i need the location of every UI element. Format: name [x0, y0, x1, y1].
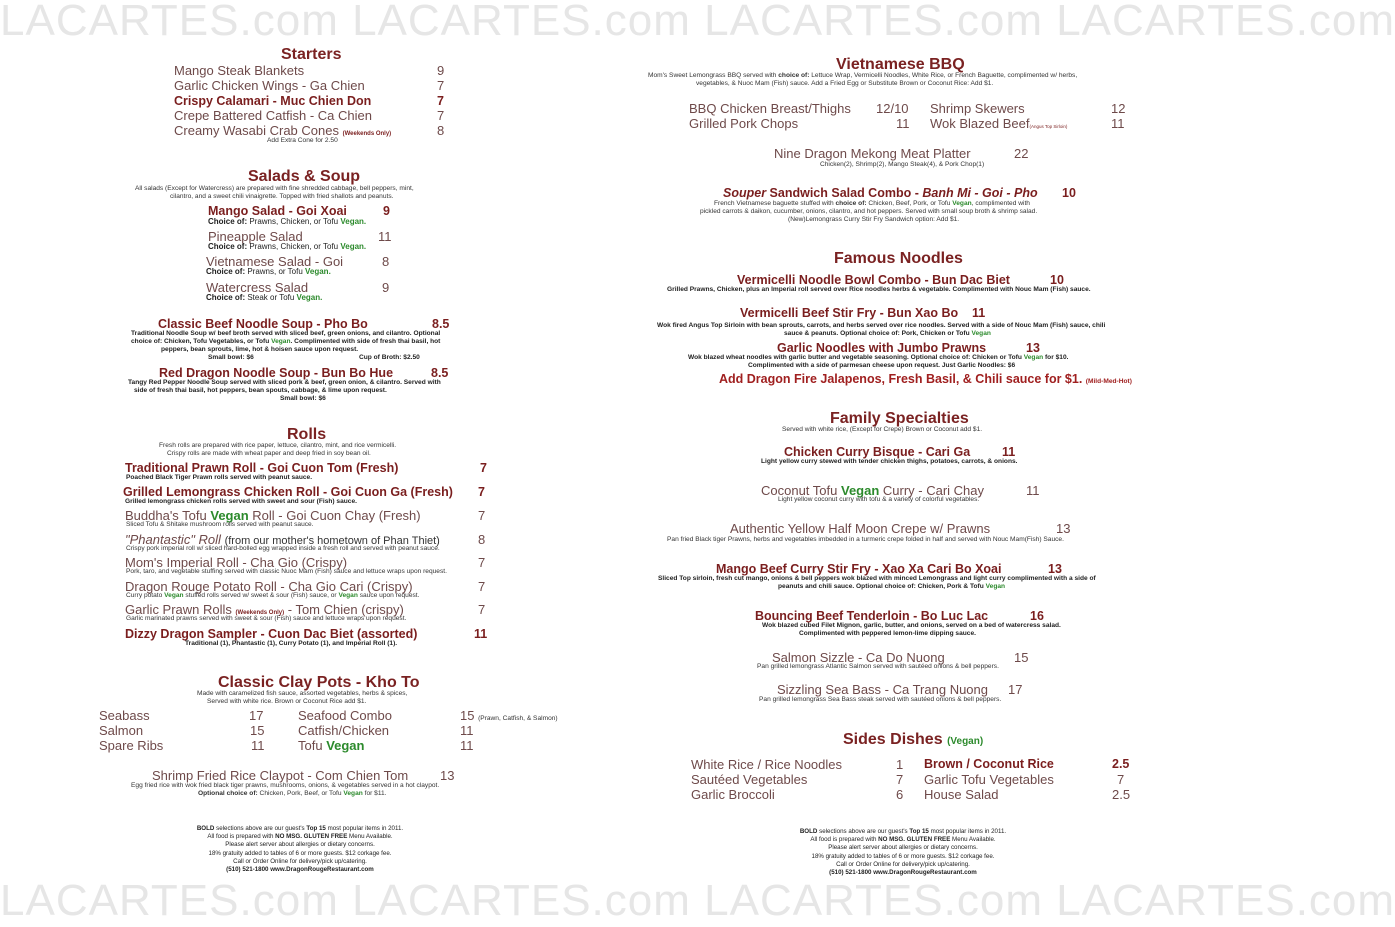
vegan-label: Vegan	[985, 583, 1006, 590]
starter-name: Creamy Wasabi Crab Cones	[174, 123, 339, 138]
salad-price: 9	[383, 204, 390, 218]
family-price: 13	[1048, 562, 1062, 576]
extra-cone-note: Add Extra Cone for 2.50	[267, 137, 338, 144]
claypots-intro: Made with caramelized fish sauce, assorted vegetables, herbs & spices,	[197, 690, 408, 697]
claypot-item: Catfish/Chicken	[298, 723, 390, 738]
sides-title	[843, 731, 983, 749]
roll-name: "Phantastic" Roll	[125, 532, 221, 547]
roll-desc-text: stuffed rolls served w/ sweet & sour (Fish) sauce, or	[183, 592, 339, 599]
salad-option	[208, 242, 366, 251]
footer-text: most popular items in 2011.	[325, 825, 404, 832]
family-name: Curry - Cari Chay	[879, 483, 985, 498]
shrimp-claypot-title: Shrimp Fried Rice Claypot - Com Chien Tom	[152, 768, 409, 783]
banhmi-desc-text: , complimented with	[971, 200, 1030, 207]
footer-line: 18% gratuity added to tables of 6 or more guests. $12 corkage fee.	[208, 849, 392, 857]
platter-price: 22	[1014, 146, 1029, 161]
noodle-desc-text: Wok blazed wheat noodles with garlic butter and vegetable seasoning. Optional choice of: Chicken or Tofu	[688, 354, 1024, 361]
family-item: Sizzling Sea Bass - Ca Trang Nuong	[777, 682, 988, 697]
vegan-label: Vegan	[971, 330, 991, 337]
option-text: Prawns, or Tofu	[245, 267, 305, 276]
footer-text: most popular items in 2011.	[928, 828, 1007, 835]
weekends-note: (Weekends Only)	[235, 610, 285, 616]
footer-text: Menu Available.	[950, 836, 996, 844]
banhmi-price: 10	[1062, 186, 1076, 200]
family-item: Chicken Curry Bisque - Cari Ga	[784, 445, 971, 459]
shrimp-claypot-price: 13	[440, 768, 455, 783]
option-label: Choice of:	[206, 293, 246, 302]
roll-name: Garlic Prawn Rolls	[125, 602, 232, 617]
bbq-intro-text: Mom's Sweet Lemongrass BBQ served with	[648, 72, 779, 79]
family-item: Bouncing Beef Tenderloin - Bo Luc Lac	[755, 609, 989, 623]
banhmi-desc: (New)Lemongrass Curry Stir Fry Sandwich option: Add $1.	[788, 216, 960, 223]
platter-desc: Chicken(2), Shrimp(2), Mango Steak(4), & Pork Chop(1)	[820, 161, 985, 168]
footer-line: Please alert server about allergies or dietary concerns.	[225, 841, 375, 849]
claypot-item: Salmon	[99, 723, 144, 738]
claypot-price: 11	[251, 738, 265, 753]
claypot-item: Spare Ribs	[99, 738, 164, 753]
footer-line: 18% gratuity added to tables of 6 or more guests. $12 corkage fee.	[811, 852, 995, 860]
salad-item: Vietnamese Salad - Goi	[206, 254, 344, 269]
roll-price: 11	[474, 627, 488, 641]
claypot-price: 11	[460, 738, 474, 753]
bbq-intro: vegetables, & Nuoc Mam (Fish) sauce. Add a Fried Egg or Substitute Brown or Coconut Rice: Add $1.	[696, 80, 994, 87]
noodle-desc: Grilled Prawns, Chicken, plus an Imperial roll served over Rice noodles herbs & vegetable. Complimented with Nouc Mam (Fish) sauce.	[667, 286, 1091, 293]
claypot-item: Seabass	[99, 708, 150, 723]
footer-bold: NO MSG. GLUTEN FREE	[878, 836, 951, 844]
family-item: Salmon Sizzle - Ca Do Nuong	[772, 650, 945, 665]
salad-item: Watercress Salad	[206, 280, 309, 295]
claypot-name: Tofu	[298, 738, 327, 753]
bbq-note: (Angus Top Sirloin)	[1029, 124, 1068, 129]
noodles-title: Famous Noodles	[834, 250, 963, 267]
footer-text: selections above are our guest's	[214, 825, 307, 832]
side-price: 6	[896, 787, 904, 802]
footer-contact: (510) 521-1800 www.DragonRougeRestaurant.com	[226, 866, 374, 874]
option-text: Steak or Tofu	[245, 293, 297, 302]
pho-cup-broth: Cup of Broth: $2.50	[359, 354, 420, 361]
noodle-price: 11	[972, 306, 986, 320]
family-intro: Served with white rice, (Except for Crepe) Brown or Coconut add $1.	[782, 426, 983, 433]
shrimp-claypot-desc	[198, 790, 387, 798]
roll-price: 7	[478, 579, 486, 594]
pho-desc-text: choice of: Chicken, Tofu Vegetables, or Tofu	[131, 338, 272, 345]
option-text: for $11.	[362, 790, 387, 797]
side-item: House Salad	[924, 787, 999, 802]
family-desc: Wok blazed cubed Filet Mignon, garlic, butter, and onions, served on a bed of watercress salad.	[762, 622, 1061, 629]
side-price: 7	[896, 772, 904, 787]
family-item: Authentic Yellow Half Moon Crepe w/ Prawns	[730, 521, 991, 536]
roll-desc: Grilled lemongrass chicken rolls served with sweet and sour (Fish) sauce.	[125, 498, 357, 505]
vegan-label: Vegan	[210, 508, 249, 523]
vegan-label: Vegan	[326, 738, 365, 753]
starter-price: 9	[437, 63, 445, 78]
footer-bold: BOLD	[799, 828, 818, 835]
pho-title: Classic Beef Noodle Soup - Pho Bo	[158, 317, 368, 331]
family-desc: Pan grilled lemongrass Atlantic Salmon served with sautéed onions & bell peppers.	[757, 663, 999, 670]
sides-vegan-label: (Vegan)	[947, 736, 984, 747]
family-desc: Light yellow coconut curry with tofu & a variety of colorful vegetables.	[778, 496, 980, 503]
bunbohue-desc: Small bowl: $6	[280, 395, 326, 402]
bbq-item: BBQ Chicken Breast/Thighs	[689, 101, 851, 116]
claypots-title: Classic Clay Pots - Kho To	[218, 674, 420, 691]
family-price: 13	[1056, 521, 1071, 536]
vegan-label: Vegan.	[340, 242, 367, 251]
bbq-price: 11	[896, 116, 910, 131]
pho-small-bowl: Small bowl: $6	[208, 354, 254, 361]
family-desc: Sliced Top sirloin, fresh cut mango, onions & bell peppers wok blazed with minced Lemongrass and light curry complimented with a side of	[658, 575, 1096, 582]
bunbohue-title: Red Dragon Noodle Soup - Bun Bo Hue	[159, 366, 394, 380]
family-price: 17	[1008, 682, 1023, 697]
family-desc: Pan fried Black tiger Prawns, herbs and vegetables imbedded in a turmeric crepe folded in half and served with Nouc Mam(Fish) Sauce.	[667, 536, 1064, 543]
bbq-item: Shrimp Skewers	[930, 101, 1025, 116]
rolls-intro: Crispy rolls are made with wheat paper and deep fried in soy bean oil.	[167, 450, 371, 457]
footer-line	[160, 833, 440, 841]
watermark-top: LACARTES.com LACARTES.com LACARTES.com LACARTES.com	[0, 0, 1395, 45]
platter-title: Nine Dragon Mekong Meat Platter	[774, 146, 971, 161]
salad-option	[206, 267, 331, 276]
claypot-price	[460, 708, 558, 723]
option-label: Choice of:	[206, 267, 246, 276]
roll-desc: Traditional (1), Phantastic (1), Curry Potato (1), and Imperial Roll (1).	[185, 640, 398, 647]
family-name: Coconut Tofu	[761, 483, 841, 498]
family-title: Family Specialties	[830, 410, 969, 427]
pho-desc: Traditional Noodle Soup w/ beef broth served with sliced beef, green onions, and cilantro. Optional	[131, 330, 441, 337]
noodle-item: Garlic Noodles with Jumbo Prawns	[777, 341, 987, 355]
banhmi-title	[723, 186, 1038, 200]
footer-line	[763, 836, 1043, 844]
footer-line: Call or Order Online for delivery/pick up/catering.	[836, 860, 970, 868]
side-price: 2.5	[1112, 787, 1131, 802]
roll-desc	[126, 592, 419, 600]
footer-line	[160, 825, 440, 833]
claypot-price: 15	[250, 723, 265, 738]
claypot-price-value: 15	[460, 708, 475, 723]
vegan-label: Vegan	[952, 200, 972, 207]
roll-item: Grilled Lemongrass Chicken Roll - Goi Cuon Ga (Fresh)	[123, 485, 453, 499]
noodle-desc: Wok fired Angus Top Sirloin with bean sprouts, carrots, and herbs served over rice noodles. Served with a side of Nouc Mam (Fish) sauce, chili	[657, 322, 1106, 329]
rolls-title: Rolls	[287, 426, 327, 443]
vegan-label: Vegan.	[340, 217, 367, 226]
side-item: White Rice / Rice Noodles	[691, 757, 842, 772]
roll-name: Buddha's Tofu	[125, 508, 211, 523]
noodle-item: Vermicelli Beef Stir Fry - Bun Xao Bo	[740, 306, 959, 320]
salad-option	[208, 217, 366, 226]
vegan-label: Vegan.	[296, 293, 323, 302]
vegan-label: Vegan	[840, 483, 880, 498]
footer-text: All food is prepared with	[810, 836, 879, 844]
option-text: Prawns, Chicken, or Tofu	[247, 242, 341, 251]
salad-price: 11	[378, 229, 392, 244]
roll-item: Dragon Rouge Potato Roll - Cha Gio Cari (Crispy)	[125, 579, 413, 594]
roll-desc: Pork, taro, and vegetable stuffing served with classic Nuoc Mam (Fish) sauce and lettuce wraps upon request.	[126, 568, 447, 575]
side-price: 2.5	[1112, 757, 1130, 771]
noodle-item: Vermicelli Noodle Bowl Combo - Bun Dac Biet	[737, 273, 1010, 287]
bbq-intro-text: Lettuce Wrap, Vermicelli Noodles, White Rice, or French Baguette, complimented w/ herbs,	[809, 72, 1078, 79]
family-price: 16	[1030, 609, 1044, 623]
side-item: Brown / Coconut Rice	[924, 757, 1054, 771]
roll-subtitle: (from our mother's hometown of Phan Thiet)	[224, 535, 440, 547]
rolls-intro: Fresh rolls are prepared with rice paper, lettuce, cilantro, mint, and rice vermicelli.	[159, 442, 397, 449]
roll-price: 7	[478, 508, 486, 523]
roll-desc: Garlic marinated prawns served with sweet & sour (Fish) sauce and lettuce wraps upon request.	[126, 615, 407, 622]
spice-level-note: (Mild-Med-Hot)	[1085, 378, 1132, 385]
starter-price: 7	[437, 108, 445, 123]
option-label: Optional choice of:	[198, 790, 258, 797]
vegan-label: Vegan	[338, 592, 358, 599]
footer-right	[763, 828, 1043, 877]
banhmi-desc-text: French Vietnamese baguette stuffed with	[714, 200, 836, 207]
roll-desc-text: sauce upon request.	[357, 592, 420, 599]
footer-bold: BOLD	[196, 825, 215, 832]
vegan-label: Vegan	[1023, 354, 1044, 361]
starter-item: Garlic Chicken Wings - Ga Chien	[174, 78, 365, 93]
shrimp-claypot-desc: Egg fried rice with wok fried black tiger prawns, mushrooms, onions, & vegetables served in a hot claypot.	[131, 782, 440, 789]
side-item: Garlic Broccoli	[691, 787, 775, 802]
roll-name: Roll - Goi Cuon Chay (Fresh)	[248, 508, 421, 523]
bunbohue-desc: side of fresh thai basil, hot peppers, bean spouts, cabbage, & lime upon request.	[134, 387, 387, 394]
starter-item: Crepe Battered Catfish - Ca Chien	[174, 108, 372, 123]
roll-price: 8	[478, 532, 486, 547]
roll-price: 7	[480, 461, 487, 475]
claypot-item	[298, 738, 364, 753]
noodle-desc-text: for $10.	[1043, 354, 1069, 361]
bbq-name: Wok Blazed Beef	[930, 116, 1030, 131]
bbq-price: 12	[1111, 101, 1126, 116]
salad-price: 8	[382, 254, 390, 269]
claypot-price: 17	[249, 708, 264, 723]
noodle-price: 13	[1026, 341, 1040, 355]
family-item: Mango Beef Curry Stir Fry - Xao Xa Cari Bo Xoai	[716, 562, 1002, 576]
roll-price: 7	[478, 602, 486, 617]
banhmi-name-viet: Banh Mi - Goi - Pho	[922, 186, 1038, 200]
footer-bold: Top 15	[909, 828, 929, 835]
bbq-price: 12/10	[876, 101, 909, 116]
roll-desc: Crispy pork imperial roll w/ sliced hard-bolled egg wrapped inside a fresh roll and served with peanut sauce.	[126, 545, 440, 552]
family-desc: Complimented with peppered lemon-lime dipping sauce.	[799, 630, 976, 637]
noodle-price: 10	[1050, 273, 1064, 287]
salads-intro: All salads (Except for Watercress) are prepared with fine shredded cabbage, bell peppers, mint,	[135, 185, 414, 192]
starter-price: 7	[437, 78, 445, 93]
roll-name: - Tom Chien (crispy)	[284, 602, 404, 617]
claypot-note: (Prawn, Catfish, & Salmon)	[478, 715, 558, 722]
pho-desc-text: . Complimented with side of fresh thai basil, hot	[290, 338, 441, 345]
noodle-addon-text: Add Dragon Fire Jalapenos, Fresh Basil, & Chili sauce for $1.	[719, 372, 1083, 386]
claypot-price: 11	[460, 723, 474, 738]
weekends-note: (Weekends Only)	[342, 131, 392, 137]
side-item: Garlic Tofu Vegetables	[924, 772, 1054, 787]
family-price: 11	[1002, 445, 1016, 459]
salad-option	[206, 293, 322, 302]
footer-bold: NO MSG. GLUTEN FREE	[275, 833, 348, 841]
roll-item: Traditional Prawn Roll - Goi Cuon Tom (Fresh)	[125, 461, 399, 475]
starter-price: 8	[437, 123, 445, 138]
footer-line: Please alert server about allergies or dietary concerns.	[828, 844, 978, 852]
option-label: Choice of:	[208, 242, 248, 251]
footer-left	[160, 825, 440, 874]
family-desc	[778, 583, 1005, 591]
bunbohue-price: 8.5	[431, 366, 449, 380]
sides-title-text: Sides Dishes	[843, 731, 943, 748]
starter-price: 7	[437, 94, 444, 108]
noodle-addon	[719, 372, 1132, 386]
roll-price: 7	[478, 555, 486, 570]
pho-desc: peppers, bean sprouts, lime, hot & hoisen sauce upon request.	[161, 346, 359, 353]
banhmi-desc: pickled carrots & daikon, cucumber, onions, cilantro, and hot peppers. Served with small soup broth & shrimp salad.	[700, 208, 1038, 215]
noodle-desc	[784, 330, 991, 338]
banhmi-desc-text: Chicken, Beef, Pork, or Tofu	[866, 200, 953, 207]
footer-line: Call or Order Online for delivery/pick up/catering.	[233, 857, 367, 865]
roll-desc: Sliced Tofu & Shitake mushroom rolls served with peanut sauce.	[126, 521, 314, 528]
option-label: choice of:	[835, 200, 867, 207]
banhmi-name: Sandwich Salad Combo -	[766, 186, 923, 200]
bunbohue-desc: Tangy Red Pepper Noodle Soup served with sliced pork & beef, green onion, & cilantro. Served with	[128, 379, 441, 386]
option-label: choice of:	[778, 72, 810, 79]
starter-item: Mango Steak Blankets	[174, 63, 305, 78]
salads-title: Salads & Soup	[248, 168, 361, 185]
footer-contact: (510) 521-1800 www.DragonRougeRestaurant.com	[829, 869, 977, 877]
family-price: 15	[1014, 650, 1029, 665]
bbq-title: Vietnamese BBQ	[836, 56, 965, 73]
vegan-label: Vegan.	[305, 267, 331, 276]
roll-item: Dizzy Dragon Sampler - Cuon Dac Biet (assorted)	[125, 627, 418, 641]
bbq-price: 11	[1111, 116, 1125, 131]
claypot-item: Seafood Combo	[298, 708, 392, 723]
roll-price: 7	[478, 485, 485, 499]
footer-line	[763, 828, 1043, 836]
option-text: Chicken, Pork, Beef, or Tofu	[257, 790, 344, 797]
family-desc: Pan grilled lemongrass Sea Bass steak served with sautéed onions & bell peppers.	[759, 696, 1002, 703]
bbq-item	[930, 116, 1067, 131]
banhmi-souper: Souper	[723, 186, 767, 200]
vegan-label: Vegan	[164, 592, 184, 599]
side-item: Sautéed Vegetables	[691, 772, 808, 787]
noodle-desc: Complimented with a side of parmesan cheese upon request. Just Garlic Noodles: $6	[748, 362, 1016, 369]
family-price: 11	[1026, 483, 1040, 498]
starter-item: Crispy Calamari - Muc Chien Don	[174, 94, 372, 108]
salad-item: Mango Salad - Goi Xoai	[208, 204, 347, 218]
option-label: Choice of:	[208, 217, 248, 226]
footer-bold: Top 15	[306, 825, 326, 832]
footer-text: selections above are our guest's	[817, 828, 910, 835]
side-price: 1	[896, 757, 904, 772]
starter-item	[174, 123, 391, 138]
family-desc-text: peanuts and chili sauce. Optional choice of: Chicken, Pork & Tofu	[778, 583, 986, 590]
footer-text: Menu Available.	[347, 833, 393, 841]
watermark-bottom: LACARTES.com LACARTES.com LACARTES.com LACARTES.com	[0, 876, 1395, 925]
option-text: Prawns, Chicken, or Tofu	[247, 217, 341, 226]
starters-title: Starters	[281, 46, 342, 63]
claypots-intro: Served with white rice. Brown or Coconut Rice add $1.	[207, 698, 367, 705]
vegan-label: Vegan	[343, 790, 363, 797]
noodle-desc-text: sauce & peanuts. Optional choice of: Pork, Chicken or Tofu	[784, 330, 972, 337]
vegan-label: Vegan	[271, 338, 291, 345]
family-desc: Light yellow curry stewed with tender chicken thighs, potatoes, carrots, & onions.	[761, 458, 1018, 465]
roll-item: Mom's Imperial Roll - Cha Gio (Crispy)	[125, 555, 348, 570]
salad-item: Pineapple Salad	[208, 229, 303, 244]
roll-desc-text: Curry potato	[126, 592, 165, 599]
salads-intro: cilantro, and a sweet chili vinaigrette. Topped with fried shallots and peanuts.	[170, 193, 394, 200]
bbq-item: Grilled Pork Chops	[689, 116, 799, 131]
side-price: 7	[1117, 772, 1125, 787]
footer-text: All food is prepared with	[207, 833, 276, 841]
roll-desc: Poached Black Tiger Prawn rolls served with peanut sauce.	[126, 474, 313, 481]
salad-price: 9	[382, 280, 390, 295]
pho-price: 8.5	[432, 317, 450, 331]
